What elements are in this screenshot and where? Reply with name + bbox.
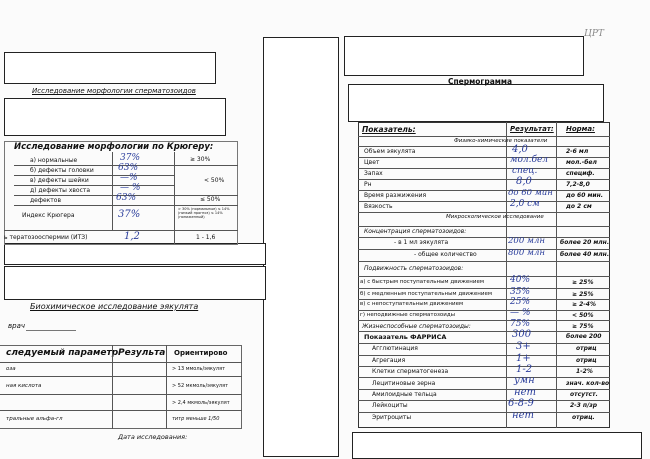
motility-norm: ≥ 25%	[572, 291, 594, 298]
physchem-norm: 2-6 мл	[566, 148, 589, 155]
farris-value: 300	[512, 329, 532, 340]
motility-title: Подвижность сперматозоидов:	[364, 265, 464, 272]
physchem-norm: до 2 см	[566, 203, 592, 210]
other-norm: отриц	[576, 357, 597, 364]
kruger-row-value: 37%	[120, 153, 141, 163]
motility-norm: ≥ 25%	[572, 279, 594, 286]
other-value: 6-8-9	[508, 398, 534, 409]
biochem-header-result: Результа	[118, 348, 166, 358]
motility-value: — %	[510, 308, 531, 318]
biochem-row-param: ная кислота	[6, 383, 42, 389]
header-result: Результат:	[510, 125, 554, 133]
morphology-title: Исследование морфологии сперматозоидов	[32, 87, 196, 95]
other-norm: знач. кол-во	[566, 380, 610, 387]
section-physchem: Физико-химические показатели	[454, 138, 548, 144]
physchem-value: до 60 мин	[508, 188, 553, 198]
physchem-norm: специф.	[566, 170, 595, 177]
other-label: Лецитиновые зерна	[372, 380, 436, 387]
conc-norm: более 40 млн.	[560, 251, 610, 258]
kruger-index-note: > 30% (нормальные) ≤ 14% (низкий прогноз) ≤ 14% (пониженный)	[178, 207, 230, 220]
physchem-value: мол.бел	[510, 155, 549, 165]
redacted-center-column	[263, 37, 339, 457]
motility-value: 35%	[510, 287, 531, 297]
motility-norm: ≥ 2-4%	[572, 301, 596, 308]
biochem-row-param: тральные альфа-гл	[6, 416, 63, 422]
teratozoospermia-value: 1,2	[124, 231, 140, 242]
other-norm: отриц.	[572, 414, 595, 421]
conc-label: - общее количество	[414, 251, 477, 258]
other-norm: отриц	[576, 345, 597, 352]
other-label: Эритроциты	[372, 414, 412, 421]
viable-norm: ≥ 75%	[572, 323, 594, 330]
physchem-norm: до 60 мин.	[566, 192, 604, 199]
header-norm: Норма:	[566, 125, 595, 133]
farris-norm: более 200	[566, 333, 602, 340]
kruger-row-value: 63%	[118, 163, 139, 173]
biochem-row-norm: > 2,4 мкмоль/эякулят	[172, 400, 230, 406]
other-norm: 1-2%	[576, 368, 593, 375]
kruger-title: Исследование морфологии по Крюгеру:	[14, 142, 214, 152]
doctor-label: врач	[8, 322, 25, 330]
physchem-norm: мол.-бел	[566, 159, 597, 166]
kruger-row-value: 63%	[116, 193, 137, 203]
other-label: Лейкоциты	[372, 402, 408, 409]
redacted-box-left-second	[4, 98, 226, 136]
section-micro: Микроскопическое исследование	[446, 214, 544, 220]
other-value: нет	[512, 410, 534, 421]
viable-value: 75%	[510, 319, 531, 329]
viable-label: Жизнеспособные сперматозоиды:	[362, 323, 471, 330]
conc-value: 800 млн	[508, 248, 545, 258]
other-label: Амилоидные тельца	[372, 391, 437, 398]
physchem-value: 2,0 см	[510, 199, 540, 209]
other-value: нет	[514, 387, 536, 398]
other-norm: 2-3 п/зр	[570, 402, 598, 409]
physchem-label: Рн	[364, 181, 372, 188]
teratozoospermia-norm: 1 - 1,6	[196, 234, 216, 241]
teratozoospermia-label: ь тератозооспермии (ИТЗ)	[4, 234, 88, 241]
physchem-norm: 7,2-8,0	[566, 181, 590, 188]
redacted-box-right-second	[348, 84, 604, 122]
kruger-row-norm: ≥ 30%	[190, 156, 211, 163]
header-indicator: Показатель:	[362, 125, 416, 134]
redacted-box-left-top	[4, 52, 216, 84]
other-value: 3+	[516, 341, 531, 352]
kruger-row-value: — %	[120, 183, 141, 193]
date-label: Дата исследования:	[118, 433, 188, 441]
physchem-label: Вязкость	[364, 203, 393, 210]
physchem-value: спец.	[512, 166, 538, 176]
other-label: Агрегация	[372, 357, 406, 364]
other-value: 1+	[516, 353, 531, 364]
physchem-label: Время разжижения	[364, 192, 427, 199]
biochem-row-param: оза	[6, 366, 16, 372]
kruger-row-norm: ≤ 50%	[200, 196, 221, 203]
motility-value: 40%	[510, 275, 531, 285]
conc-norm: более 20 млн.	[560, 239, 610, 246]
motility-label: б) с медленным поступательным движением	[360, 291, 492, 297]
kruger-row-label: б) дефекты головки	[30, 167, 94, 174]
physchem-label: Запах	[364, 170, 383, 177]
other-label: Клетки сперматогенеза	[372, 368, 449, 375]
biochem-row-norm: > 52 мкмоль/эякулят	[172, 383, 229, 389]
redacted-box-right-top	[344, 36, 584, 76]
conc-value: 200 млн	[508, 236, 545, 246]
redacted-box-left-wide-1	[4, 243, 266, 265]
kruger-row-label: д) дефекты хвоста	[30, 187, 91, 194]
conc-label: - в 1 мл эякулята	[394, 239, 449, 246]
concentration-title: Концентрация сперматозоидов:	[364, 228, 467, 235]
physchem-value: 4,0	[512, 144, 528, 155]
farris-label: Показатель ФАРРИСА	[364, 333, 447, 341]
other-value: 1-2	[516, 364, 533, 375]
motility-label: г) неподвижные сперматозоиды	[360, 312, 455, 318]
biochem-header-norm: Ориентирово	[174, 349, 228, 357]
motility-norm: < 50%	[572, 312, 594, 319]
kruger-row-label: а) нормальные	[30, 157, 78, 164]
biochem-row-norm: титр меньше 1/50	[172, 416, 220, 422]
biochem-header-param: следуемый параметр	[6, 348, 119, 358]
other-value: умн	[514, 375, 535, 386]
redacted-box-right-bottom	[352, 432, 642, 459]
physchem-value: 8,0	[516, 176, 532, 187]
biochem-row-norm: > 13 ммоль/эякулят	[172, 366, 226, 372]
kruger-row-label: в) дефекты шейки	[30, 177, 89, 184]
redacted-box-left-wide-2	[4, 266, 266, 300]
motility-value: 25%	[510, 297, 531, 307]
other-label: Агглютинация	[372, 345, 418, 352]
kruger-index-value: 37%	[118, 209, 141, 220]
physchem-label: Цвет	[364, 159, 380, 166]
other-norm: отсутст.	[570, 391, 598, 398]
physchem-label: Объем эякулята	[364, 148, 416, 155]
kruger-index-label: Индекс Крюгера	[22, 212, 75, 219]
top-scribble: ЦРТ	[584, 29, 604, 39]
kruger-row-label: дефектов	[30, 197, 61, 204]
motility-label: а) с быстрым поступательным движением	[360, 279, 484, 285]
kruger-row-value: —%	[120, 173, 138, 183]
spermogram-title: Спермограмма	[448, 77, 513, 86]
kruger-row-norm: < 50%	[204, 177, 225, 184]
biochem-title: Биохимическое исследование эякулята	[30, 302, 199, 311]
motility-label: в) с непоступательным движением	[360, 301, 464, 307]
